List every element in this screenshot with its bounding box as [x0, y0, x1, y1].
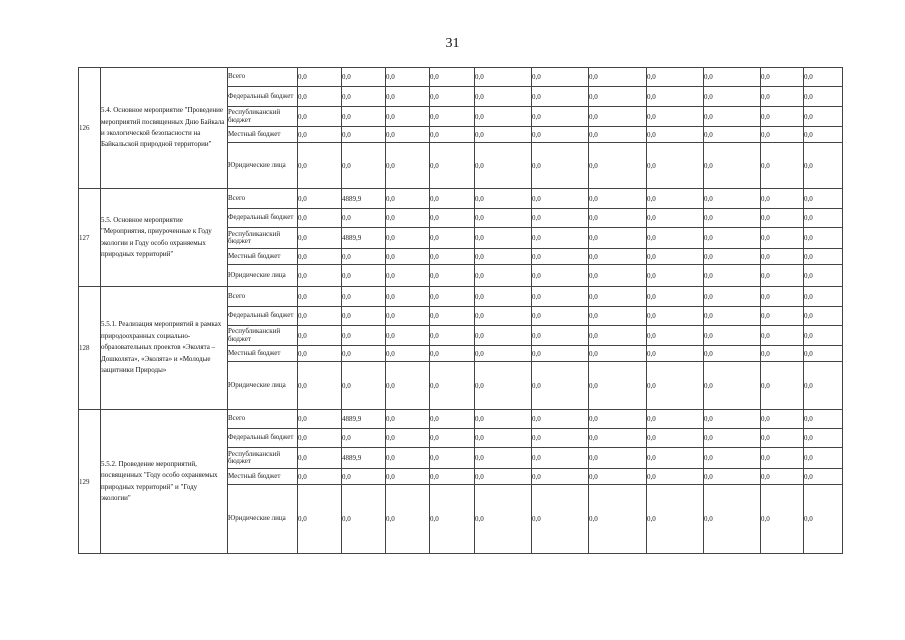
- amount-cell: 0,0: [704, 87, 761, 107]
- amount-cell: 0,0: [342, 362, 386, 410]
- amount-cell: 0,0: [386, 287, 430, 307]
- table-row: [79, 410, 843, 429]
- amount-cell: 0,0: [647, 68, 704, 87]
- amount-cell: 0,0: [761, 127, 804, 143]
- amount-cell: 0,0: [430, 485, 475, 554]
- amount-cell: 0,0: [647, 307, 704, 326]
- amount-cell: 0,0: [298, 485, 342, 554]
- amount-cell: 0,0: [342, 307, 386, 326]
- amount-cell: 0,0: [589, 127, 647, 143]
- amount-cell: 0,0: [532, 362, 589, 410]
- amount-cell: 0,0: [804, 346, 843, 362]
- amount-cell: 0,0: [430, 143, 475, 189]
- amount-cell: 0,0: [532, 485, 589, 554]
- funding-source-label: Местный бюджет: [228, 249, 298, 265]
- amount-cell: 0,0: [298, 249, 342, 265]
- amount-cell: 0,0: [298, 228, 342, 249]
- amount-cell: 0,0: [475, 485, 532, 554]
- amount-cell: 0,0: [386, 143, 430, 189]
- amount-cell: 0,0: [532, 228, 589, 249]
- funding-source-label: Республиканский бюджет: [228, 448, 298, 469]
- amount-cell: 0,0: [342, 469, 386, 485]
- amount-cell: 0,0: [589, 209, 647, 228]
- amount-cell: 0,0: [298, 346, 342, 362]
- amount-cell: 4889,9: [342, 189, 386, 209]
- amount-cell: 0,0: [430, 429, 475, 448]
- amount-cell: 0,0: [647, 127, 704, 143]
- amount-cell: 0,0: [647, 143, 704, 189]
- funding-source-label: Юридические лица: [228, 265, 298, 287]
- amount-cell: 0,0: [647, 287, 704, 307]
- activity-title: 5.5.2. Проведение мероприятий, посвященных "Году особо охраняемых природных территорий" и "Году экологии": [101, 410, 228, 554]
- amount-cell: 0,0: [647, 448, 704, 469]
- amount-cell: 0,0: [589, 469, 647, 485]
- amount-cell: 0,0: [647, 249, 704, 265]
- amount-cell: 0,0: [386, 107, 430, 127]
- amount-cell: 0,0: [475, 362, 532, 410]
- amount-cell: 0,0: [761, 265, 804, 287]
- amount-cell: 0,0: [475, 127, 532, 143]
- amount-cell: 0,0: [475, 429, 532, 448]
- amount-cell: 0,0: [804, 326, 843, 346]
- amount-cell: 0,0: [430, 362, 475, 410]
- amount-cell: 0,0: [704, 228, 761, 249]
- amount-cell: 0,0: [804, 189, 843, 209]
- amount-cell: 0,0: [386, 265, 430, 287]
- funding-source-label: Республиканский бюджет: [228, 228, 298, 249]
- amount-cell: 0,0: [430, 87, 475, 107]
- activity-title: 5.5. Основное мероприятие "Мероприятия, приуроченные к Году экологии и Году особо охраняемых природных территорий": [101, 189, 228, 287]
- amount-cell: 0,0: [804, 307, 843, 326]
- amount-cell: 0,0: [589, 429, 647, 448]
- amount-cell: 0,0: [430, 107, 475, 127]
- amount-cell: 0,0: [532, 127, 589, 143]
- table-row: [79, 68, 843, 87]
- amount-cell: 0,0: [589, 189, 647, 209]
- amount-cell: 0,0: [298, 448, 342, 469]
- amount-cell: 0,0: [475, 189, 532, 209]
- amount-cell: 0,0: [532, 346, 589, 362]
- amount-cell: 0,0: [589, 87, 647, 107]
- amount-cell: 0,0: [532, 326, 589, 346]
- activity-title: 5.4. Основное мероприятие "Проведение мероприятий посвященных Дню Байкала и экологической безопасности на Байкальской природной территории": [101, 68, 228, 189]
- amount-cell: 0,0: [342, 346, 386, 362]
- row-number: 127: [79, 189, 101, 287]
- amount-cell: 0,0: [761, 362, 804, 410]
- amount-cell: 0,0: [647, 326, 704, 346]
- funding-source-label: Всего: [228, 189, 298, 209]
- amount-cell: 0,0: [532, 189, 589, 209]
- funding-source-label: Всего: [228, 68, 298, 87]
- amount-cell: 0,0: [761, 107, 804, 127]
- amount-cell: 0,0: [804, 87, 843, 107]
- amount-cell: 0,0: [298, 429, 342, 448]
- amount-cell: 0,0: [589, 68, 647, 87]
- amount-cell: 0,0: [704, 143, 761, 189]
- row-number: 126: [79, 68, 101, 189]
- amount-cell: 0,0: [761, 249, 804, 265]
- amount-cell: 0,0: [298, 469, 342, 485]
- amount-cell: 0,0: [589, 107, 647, 127]
- amount-cell: 0,0: [532, 107, 589, 127]
- budget-table: [78, 67, 843, 554]
- activity-title: 5.5.1. Реализация мероприятий в рамках природоохранных социально-образовательных проектов «Эколята – Дошколята», «Эколята» и «Молодые защитники Природы»: [101, 287, 228, 410]
- amount-cell: 0,0: [532, 287, 589, 307]
- amount-cell: 4889,9: [342, 228, 386, 249]
- amount-cell: 0,0: [475, 448, 532, 469]
- amount-cell: 0,0: [342, 485, 386, 554]
- amount-cell: 0,0: [475, 410, 532, 429]
- amount-cell: 0,0: [298, 143, 342, 189]
- amount-cell: 0,0: [761, 189, 804, 209]
- funding-source-label: Республиканский бюджет: [228, 326, 298, 346]
- funding-source-label: Местный бюджет: [228, 127, 298, 143]
- amount-cell: 0,0: [647, 228, 704, 249]
- amount-cell: 0,0: [386, 307, 430, 326]
- amount-cell: 4889,9: [342, 448, 386, 469]
- amount-cell: 0,0: [475, 287, 532, 307]
- amount-cell: 0,0: [704, 189, 761, 209]
- amount-cell: 0,0: [430, 189, 475, 209]
- amount-cell: 0,0: [589, 249, 647, 265]
- amount-cell: 0,0: [804, 410, 843, 429]
- amount-cell: 0,0: [532, 265, 589, 287]
- amount-cell: 0,0: [647, 265, 704, 287]
- amount-cell: 0,0: [475, 107, 532, 127]
- amount-cell: 0,0: [386, 448, 430, 469]
- amount-cell: 0,0: [704, 127, 761, 143]
- amount-cell: 0,0: [430, 307, 475, 326]
- amount-cell: 0,0: [475, 249, 532, 265]
- amount-cell: 0,0: [647, 189, 704, 209]
- amount-cell: 0,0: [804, 287, 843, 307]
- amount-cell: 0,0: [342, 326, 386, 346]
- amount-cell: 0,0: [647, 362, 704, 410]
- amount-cell: 0,0: [532, 87, 589, 107]
- amount-cell: 0,0: [298, 287, 342, 307]
- amount-cell: 0,0: [804, 249, 843, 265]
- amount-cell: 0,0: [298, 87, 342, 107]
- amount-cell: 0,0: [647, 429, 704, 448]
- amount-cell: 0,0: [298, 68, 342, 87]
- amount-cell: 0,0: [647, 410, 704, 429]
- amount-cell: 0,0: [430, 127, 475, 143]
- amount-cell: 0,0: [704, 346, 761, 362]
- amount-cell: 0,0: [386, 362, 430, 410]
- amount-cell: 0,0: [386, 228, 430, 249]
- amount-cell: 0,0: [430, 228, 475, 249]
- amount-cell: 0,0: [475, 87, 532, 107]
- amount-cell: 0,0: [761, 485, 804, 554]
- amount-cell: 0,0: [704, 326, 761, 346]
- amount-cell: 0,0: [342, 127, 386, 143]
- amount-cell: 0,0: [804, 107, 843, 127]
- amount-cell: 0,0: [298, 326, 342, 346]
- funding-source-label: Всего: [228, 410, 298, 429]
- amount-cell: 0,0: [386, 87, 430, 107]
- amount-cell: 0,0: [589, 410, 647, 429]
- amount-cell: 0,0: [589, 143, 647, 189]
- amount-cell: 0,0: [386, 127, 430, 143]
- page-number: 31: [445, 36, 460, 51]
- amount-cell: 0,0: [532, 68, 589, 87]
- amount-cell: 0,0: [475, 326, 532, 346]
- amount-cell: 0,0: [298, 127, 342, 143]
- amount-cell: 0,0: [298, 107, 342, 127]
- amount-cell: 0,0: [430, 249, 475, 265]
- amount-cell: 0,0: [804, 469, 843, 485]
- amount-cell: 0,0: [475, 307, 532, 326]
- amount-cell: 0,0: [342, 209, 386, 228]
- amount-cell: 0,0: [430, 265, 475, 287]
- amount-cell: 0,0: [804, 143, 843, 189]
- amount-cell: 0,0: [298, 265, 342, 287]
- amount-cell: 0,0: [342, 265, 386, 287]
- funding-source-label: Местный бюджет: [228, 346, 298, 362]
- amount-cell: 0,0: [589, 326, 647, 346]
- amount-cell: 0,0: [589, 307, 647, 326]
- amount-cell: 0,0: [386, 429, 430, 448]
- amount-cell: 0,0: [704, 485, 761, 554]
- amount-cell: 0,0: [761, 429, 804, 448]
- amount-cell: 0,0: [704, 307, 761, 326]
- amount-cell: 0,0: [298, 209, 342, 228]
- funding-source-label: Юридические лица: [228, 362, 298, 410]
- amount-cell: 0,0: [532, 429, 589, 448]
- amount-cell: 0,0: [475, 346, 532, 362]
- amount-cell: 0,0: [386, 189, 430, 209]
- funding-source-label: Федеральный бюджет: [228, 87, 298, 107]
- amount-cell: 0,0: [298, 307, 342, 326]
- amount-cell: 0,0: [475, 143, 532, 189]
- amount-cell: 0,0: [342, 68, 386, 87]
- amount-cell: 0,0: [532, 249, 589, 265]
- amount-cell: 0,0: [386, 410, 430, 429]
- amount-cell: 0,0: [804, 485, 843, 554]
- amount-cell: 0,0: [761, 346, 804, 362]
- table-row: [79, 189, 843, 209]
- amount-cell: 0,0: [647, 87, 704, 107]
- amount-cell: 0,0: [430, 287, 475, 307]
- amount-cell: 0,0: [430, 410, 475, 429]
- amount-cell: 0,0: [475, 228, 532, 249]
- row-number: 128: [79, 287, 101, 410]
- amount-cell: 0,0: [386, 209, 430, 228]
- amount-cell: 0,0: [761, 209, 804, 228]
- amount-cell: 0,0: [430, 346, 475, 362]
- amount-cell: 0,0: [804, 228, 843, 249]
- funding-source-label: Юридические лица: [228, 143, 298, 189]
- amount-cell: 0,0: [342, 429, 386, 448]
- amount-cell: 0,0: [589, 448, 647, 469]
- amount-cell: 0,0: [761, 307, 804, 326]
- amount-cell: 0,0: [475, 68, 532, 87]
- amount-cell: 0,0: [386, 249, 430, 265]
- amount-cell: 0,0: [342, 249, 386, 265]
- amount-cell: 0,0: [386, 469, 430, 485]
- amount-cell: 0,0: [761, 87, 804, 107]
- amount-cell: 0,0: [704, 265, 761, 287]
- amount-cell: 0,0: [647, 209, 704, 228]
- amount-cell: 0,0: [761, 469, 804, 485]
- amount-cell: 0,0: [647, 107, 704, 127]
- amount-cell: 0,0: [704, 362, 761, 410]
- amount-cell: 0,0: [430, 448, 475, 469]
- amount-cell: 0,0: [761, 287, 804, 307]
- amount-cell: 0,0: [532, 469, 589, 485]
- amount-cell: 0,0: [761, 143, 804, 189]
- amount-cell: 0,0: [342, 87, 386, 107]
- amount-cell: 0,0: [532, 448, 589, 469]
- amount-cell: 0,0: [804, 68, 843, 87]
- amount-cell: 0,0: [704, 209, 761, 228]
- amount-cell: 0,0: [342, 287, 386, 307]
- amount-cell: 0,0: [761, 228, 804, 249]
- amount-cell: 0,0: [761, 448, 804, 469]
- funding-source-label: Республиканский бюджет: [228, 107, 298, 127]
- funding-source-label: Федеральный бюджет: [228, 209, 298, 228]
- amount-cell: 0,0: [589, 287, 647, 307]
- amount-cell: 0,0: [386, 326, 430, 346]
- amount-cell: 0,0: [532, 209, 589, 228]
- amount-cell: 0,0: [430, 68, 475, 87]
- amount-cell: 0,0: [430, 209, 475, 228]
- funding-source-label: Всего: [228, 287, 298, 307]
- amount-cell: 0,0: [804, 362, 843, 410]
- amount-cell: 0,0: [475, 265, 532, 287]
- amount-cell: 0,0: [704, 448, 761, 469]
- amount-cell: 0,0: [342, 143, 386, 189]
- amount-cell: 4889,9: [342, 410, 386, 429]
- amount-cell: 0,0: [704, 287, 761, 307]
- amount-cell: 0,0: [704, 249, 761, 265]
- amount-cell: 0,0: [804, 448, 843, 469]
- amount-cell: 0,0: [647, 469, 704, 485]
- amount-cell: 0,0: [804, 265, 843, 287]
- amount-cell: 0,0: [475, 209, 532, 228]
- amount-cell: 0,0: [589, 362, 647, 410]
- amount-cell: 0,0: [804, 429, 843, 448]
- row-number: 129: [79, 410, 101, 554]
- table-body: [79, 68, 843, 554]
- table-row: [79, 287, 843, 307]
- amount-cell: 0,0: [704, 469, 761, 485]
- amount-cell: 0,0: [298, 189, 342, 209]
- amount-cell: 0,0: [589, 485, 647, 554]
- amount-cell: 0,0: [647, 346, 704, 362]
- amount-cell: 0,0: [430, 326, 475, 346]
- amount-cell: 0,0: [704, 68, 761, 87]
- amount-cell: 0,0: [532, 307, 589, 326]
- amount-cell: 0,0: [761, 410, 804, 429]
- funding-source-label: Местный бюджет: [228, 469, 298, 485]
- funding-source-label: Федеральный бюджет: [228, 307, 298, 326]
- amount-cell: 0,0: [430, 469, 475, 485]
- funding-source-label: Юридические лица: [228, 485, 298, 554]
- amount-cell: 0,0: [804, 209, 843, 228]
- amount-cell: 0,0: [386, 485, 430, 554]
- amount-cell: 0,0: [298, 410, 342, 429]
- funding-source-label: Федеральный бюджет: [228, 429, 298, 448]
- amount-cell: 0,0: [804, 127, 843, 143]
- amount-cell: 0,0: [386, 68, 430, 87]
- amount-cell: 0,0: [386, 346, 430, 362]
- amount-cell: 0,0: [298, 362, 342, 410]
- amount-cell: 0,0: [532, 143, 589, 189]
- amount-cell: 0,0: [589, 265, 647, 287]
- amount-cell: 0,0: [761, 326, 804, 346]
- amount-cell: 0,0: [475, 469, 532, 485]
- amount-cell: 0,0: [647, 485, 704, 554]
- amount-cell: 0,0: [532, 410, 589, 429]
- amount-cell: 0,0: [704, 107, 761, 127]
- amount-cell: 0,0: [704, 429, 761, 448]
- amount-cell: 0,0: [342, 107, 386, 127]
- amount-cell: 0,0: [704, 410, 761, 429]
- amount-cell: 0,0: [761, 68, 804, 87]
- amount-cell: 0,0: [589, 228, 647, 249]
- amount-cell: 0,0: [589, 346, 647, 362]
